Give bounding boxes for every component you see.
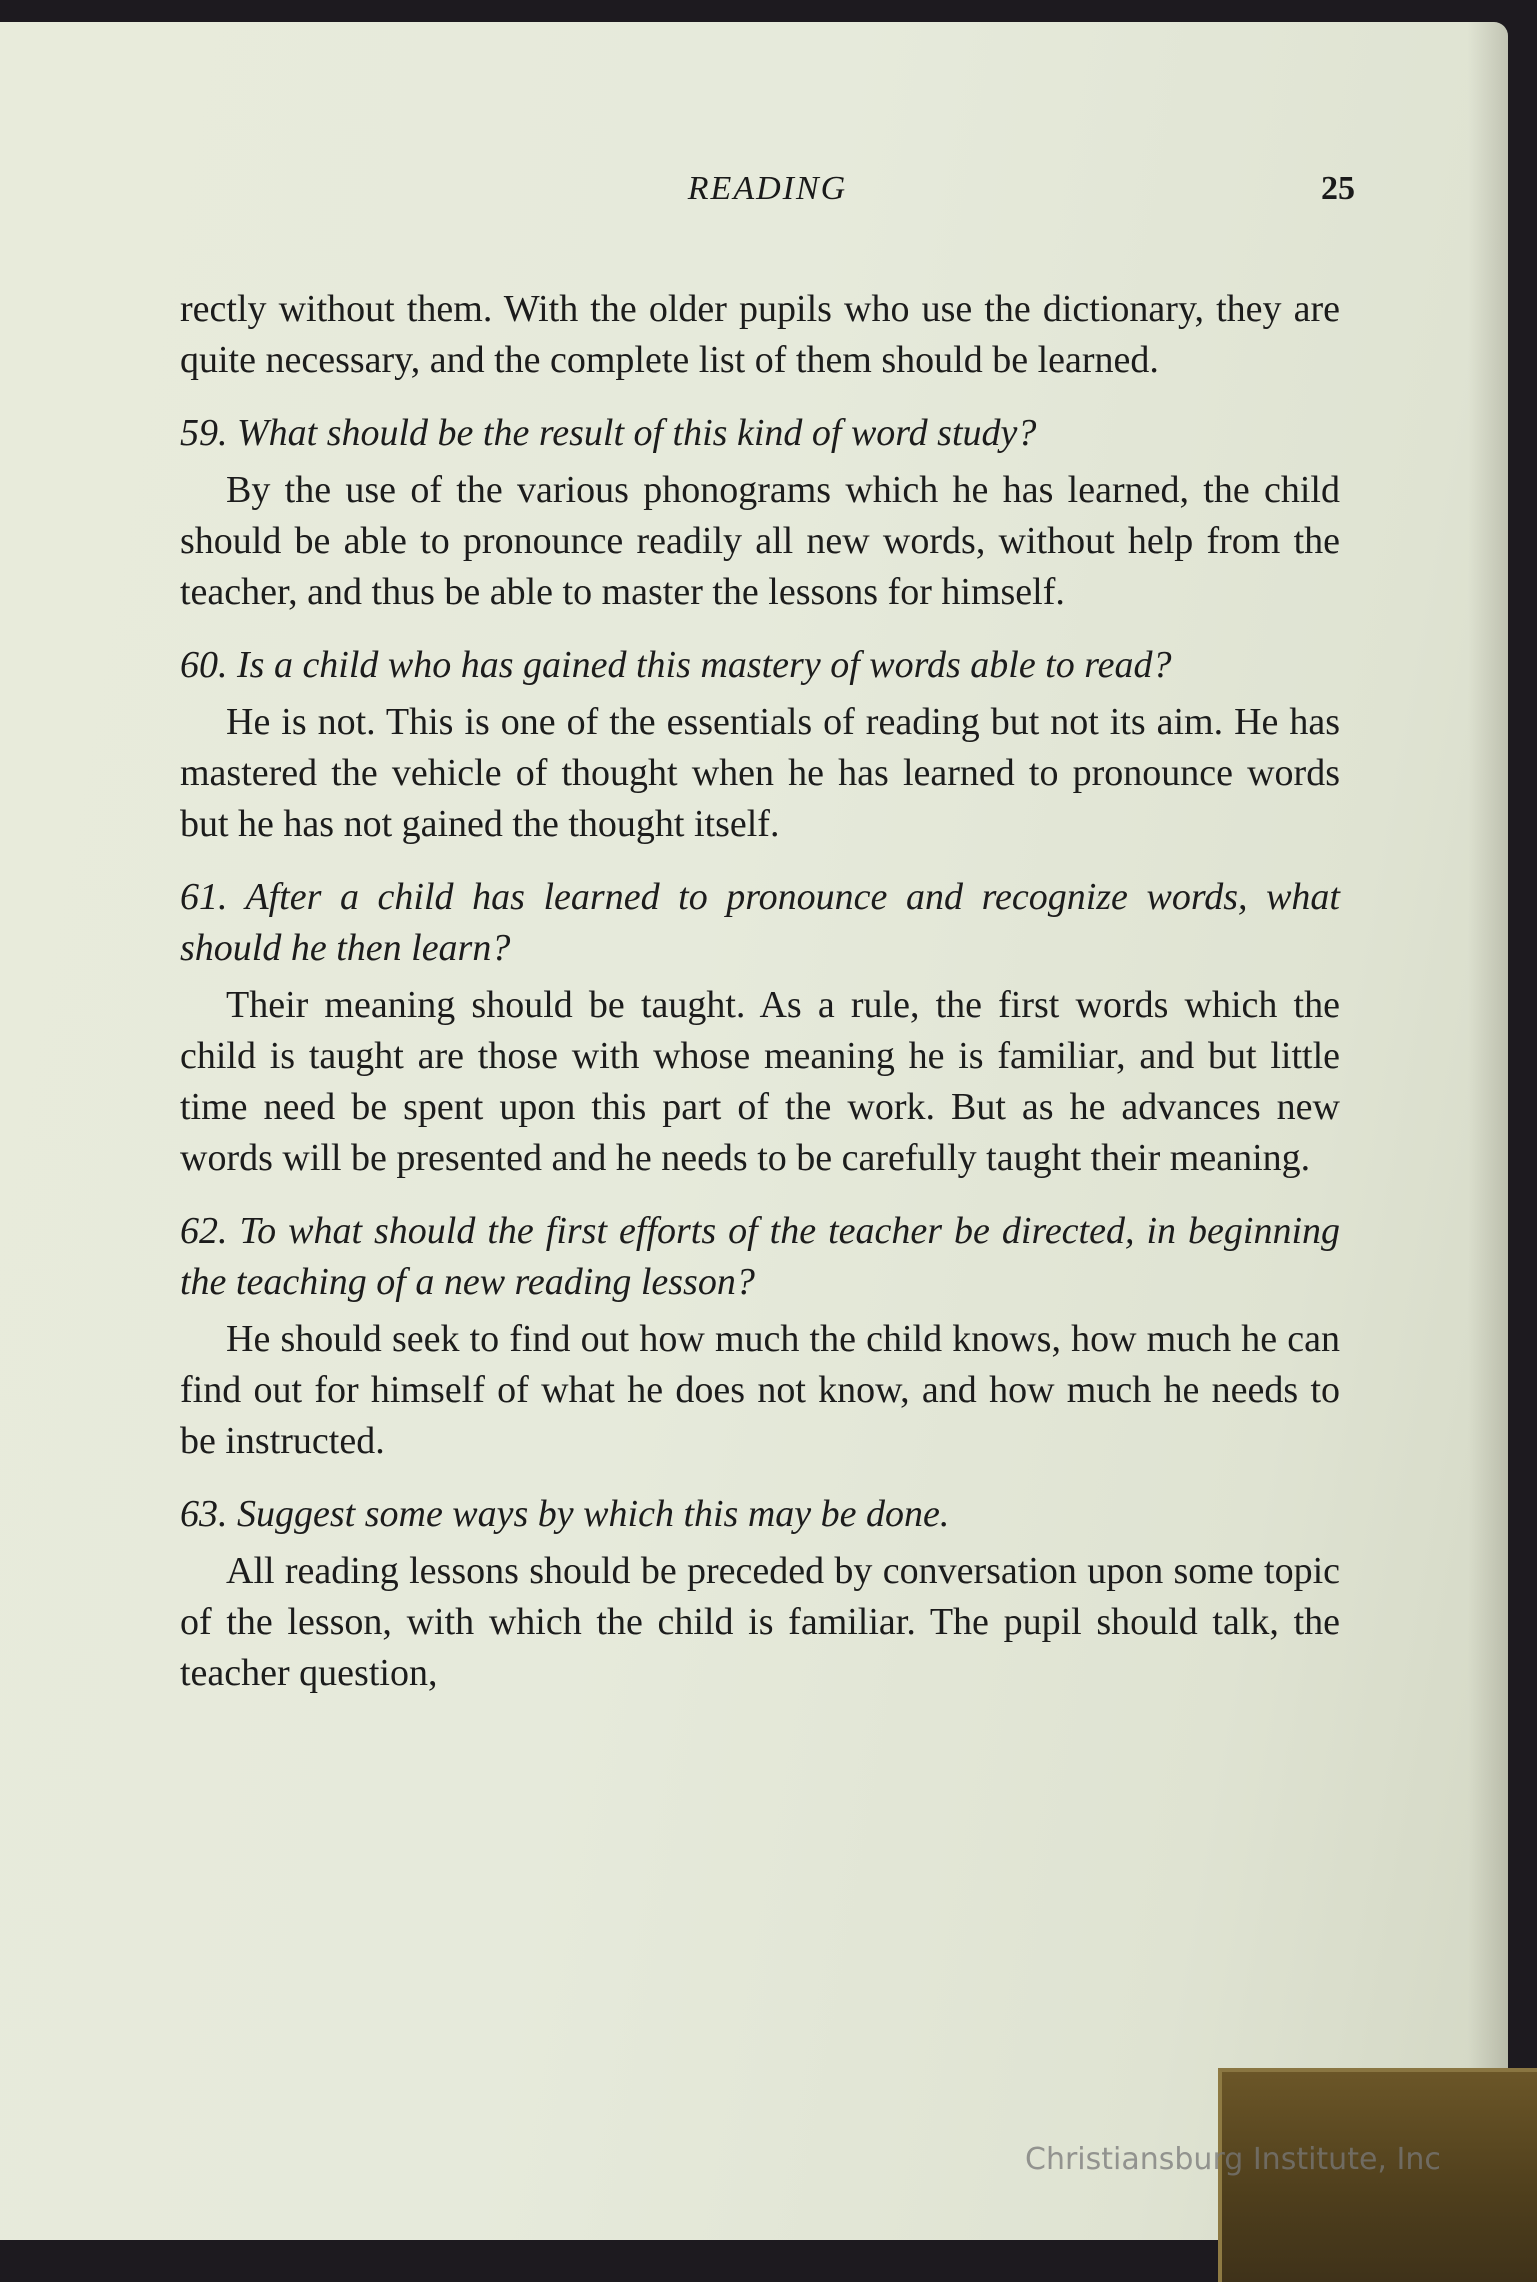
answer-61: Their meaning should be taught. As a rule, the first words which the child is taught are those with whose meaning he is familiar, and but little time need be spent upon this part of the work. But as he advances new words will be presented and he needs to be carefully taught their meaning.	[180, 984, 1340, 1179]
question-63: 63. Suggest some ways by which this may be done.	[180, 1493, 950, 1535]
answer-60: He is not. This is one of the essentials of reading but not its aim. He has mastered the vehicle of thought when he has learned to pronounce words but he has not gained the thought itself.	[180, 701, 1340, 845]
answer-62: He should seek to find out how much the child knows, how much he can find out for himself of what he does not know, and how much he needs to be instructed.	[180, 1318, 1340, 1462]
page-number: 25	[1321, 170, 1355, 207]
answer-63: All reading lessons should be preceded by conversation upon some topic of the lesson, with which the child is familiar. The pupil should talk, the teacher question,	[180, 1550, 1340, 1694]
book-page	[0, 22, 1508, 2240]
question-60: 60. Is a child who has gained this mastery of words able to read?	[180, 644, 1172, 686]
answer-59: By the use of the various phonograms which he has learned, the child should be able to pronounce readily all new words, without help from the teacher, and thus be able to master the lessons for himself.	[180, 469, 1340, 613]
question-61: 61. After a child has learned to pronounce and recognize words, what should he then learn?	[180, 876, 1340, 969]
question-59: 59. What should be the result of this kind of word study?	[180, 412, 1037, 454]
running-head	[180, 170, 1355, 220]
running-head-title: READING	[687, 170, 848, 207]
question-62: 62. To what should the first efforts of the teacher be directed, in beginning the teaching of a new reading lesson?	[180, 1210, 1340, 1303]
page-text	[180, 284, 1340, 1699]
paragraph-continuation: rectly without them. With the older pupils who use the dictionary, they are quite necessary, and the complete list of them should be learned.	[180, 288, 1340, 381]
watermark: Christiansburg Institute, Inc	[1025, 2142, 1441, 2177]
